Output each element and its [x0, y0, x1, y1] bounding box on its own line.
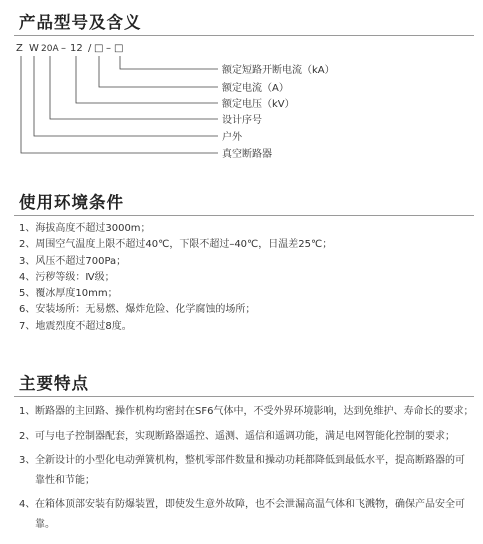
list-item: 2、周围空气温度上限不超过40℃，下限不超过–40℃，日温差25℃；: [19, 239, 333, 251]
meaning-vacuum-breaker: 真空断路器: [222, 149, 272, 160]
connector-lines: [21, 56, 218, 153]
section-divider: [14, 396, 474, 397]
list-item-text: 全新设计的小型化电动弹簧机构，整机零部件数量和操动功耗都降低到最低水平，提高断路器的可靠性和节能；: [35, 455, 465, 486]
section-title-model: 产品型号及含义: [19, 13, 142, 32]
list-item-number: 3、: [19, 455, 36, 466]
features-list: [19, 402, 474, 539]
list-item-number: 1、: [19, 406, 36, 417]
list-item-text: 可与电子控制器配套，实现断路器遥控、遥测、遥信和遥调功能，满足电网智能化控制的要求；: [35, 430, 455, 442]
conditions-list: [19, 221, 332, 335]
list-item: [19, 427, 474, 447]
section-title-features: 主要特点: [19, 374, 89, 393]
code-part-w: W: [29, 43, 39, 54]
meaning-design-serial: 设计序号: [222, 115, 262, 126]
list-item: 6、安装场所：无易燃、爆炸危险、化学腐蚀的场所；: [19, 304, 256, 316]
list-item-number: 4、: [19, 499, 36, 510]
model-code-diagram: [0, 0, 483, 170]
code-part-voltage: 12: [70, 43, 83, 54]
code-part-slash: /: [88, 43, 92, 54]
code-part-box-breaking: □: [114, 43, 124, 54]
section-divider: [14, 215, 474, 216]
list-item-number: 2、: [19, 430, 36, 442]
list-item-text: 断路器的主回路、操作机构均密封在SF6气体中，不受外界环境影响，达到免维护、寿命长的要求；: [35, 406, 474, 417]
meaning-outdoor: 户外: [222, 132, 242, 143]
list-item-text: 在箱体顶部安装有防爆装置，即使发生意外故障，也不会泄漏高温气体和飞溅物，确保产品安全可靠。: [35, 499, 465, 530]
list-item: [19, 495, 474, 534]
list-item: 3、风压不超过700Pa；: [19, 255, 127, 267]
meaning-rated-current: 额定电流（A）: [222, 83, 289, 94]
code-part-current-type: 20A: [41, 44, 59, 54]
list-item: [19, 402, 474, 422]
meaning-breaking-current: 额定短路开断电流（kA）: [222, 65, 335, 76]
list-item: [19, 451, 474, 490]
list-item: 4、污秽等级：Ⅳ级；: [19, 271, 115, 283]
code-part-dash: –: [61, 43, 66, 54]
list-item: 1、海拔高度不超过3000m；: [19, 223, 151, 234]
list-item: 5、覆冰厚度10mm；: [19, 288, 118, 300]
code-part-box-current: □: [94, 43, 104, 54]
section-title-conditions: 使用环境条件: [19, 193, 124, 212]
code-part-z: Z: [16, 43, 23, 54]
list-item: 7、地震烈度不超过8度。: [19, 320, 132, 332]
meaning-rated-voltage: 额定电压（kV）: [222, 99, 295, 110]
code-part-dash: –: [106, 43, 111, 54]
